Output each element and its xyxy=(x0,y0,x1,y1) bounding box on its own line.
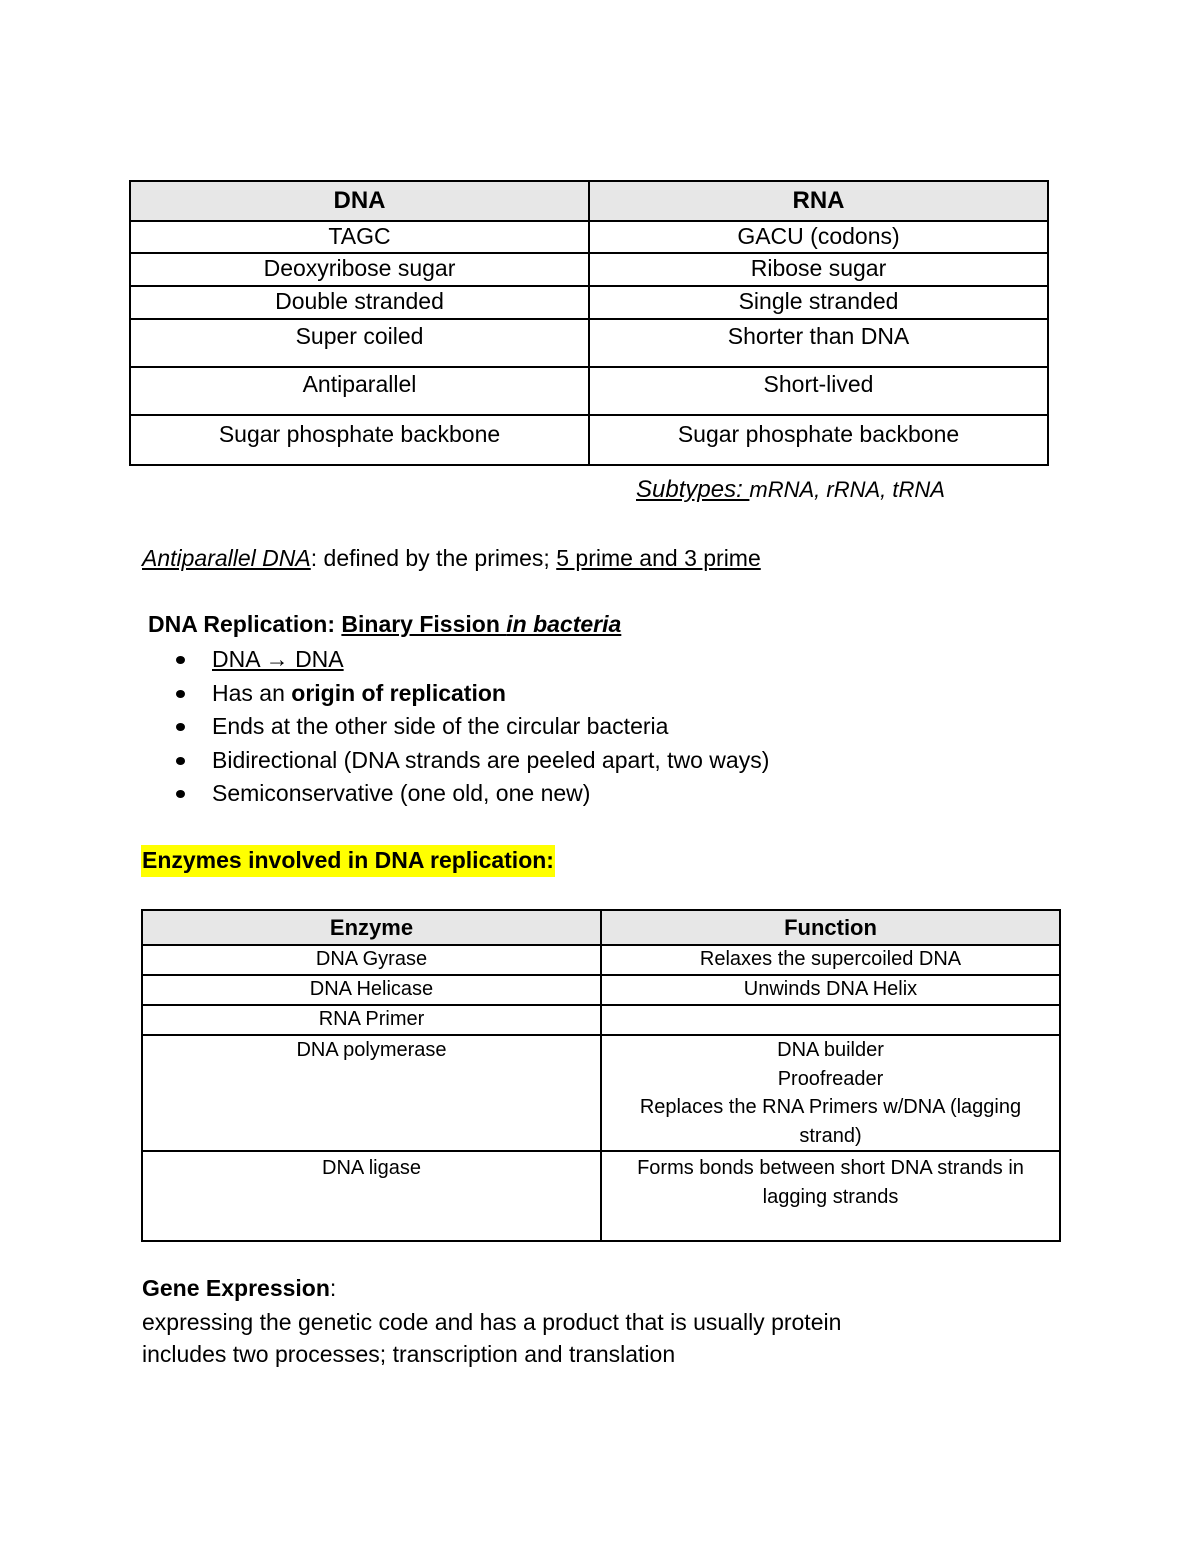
table-row xyxy=(142,1035,1060,1151)
table-row xyxy=(142,945,1060,975)
enzymes-table xyxy=(141,909,1061,1242)
function-line: Relaxes the supercoiled DNA xyxy=(699,948,962,970)
column-header-enzyme: Enzyme xyxy=(142,910,601,945)
list-item xyxy=(172,710,769,744)
table-row xyxy=(130,415,1048,465)
function-cell xyxy=(601,945,1060,975)
gene-expression-line: expressing the genetic code and has a product that is usually protein xyxy=(142,1309,842,1335)
enzyme-cell: DNA ligase xyxy=(142,1151,601,1241)
enzymes-heading: Enzymes involved in DNA replication: xyxy=(141,845,555,877)
table-row xyxy=(130,253,1048,286)
rna-cell: Single stranded xyxy=(589,286,1048,319)
bullet-icon xyxy=(176,656,185,664)
function-line: Unwinds DNA Helix xyxy=(743,978,918,1000)
list-item xyxy=(172,777,769,811)
table-row xyxy=(130,221,1048,253)
gene-expression-colon: : xyxy=(329,1275,337,1301)
in-bacteria-text: in bacteria xyxy=(506,611,622,637)
binary-fission-text xyxy=(341,611,621,637)
bullet-text: DNA → DNA xyxy=(212,646,344,672)
table-row xyxy=(142,1005,1060,1035)
enzyme-cell: DNA Gyrase xyxy=(142,945,601,975)
column-header-rna: RNA xyxy=(589,181,1048,221)
subtypes-values: mRNA, rRNA, tRNA xyxy=(749,477,945,502)
gene-expression-line: includes two processes; transcription and translation xyxy=(142,1341,676,1367)
list-item xyxy=(172,677,769,711)
dna-cell: TAGC xyxy=(130,221,589,253)
function-line: DNA builder xyxy=(777,1039,884,1061)
column-header-function: Function xyxy=(601,910,1060,945)
dna-cell: Deoxyribose sugar xyxy=(130,253,589,286)
bullet-text: Ends at the other side of the circular bacteria xyxy=(212,713,669,740)
replication-bullet-list xyxy=(172,643,769,811)
dna-rna-comparison-table xyxy=(129,180,1049,466)
enzyme-cell: RNA Primer xyxy=(142,1005,601,1035)
rna-cell: Shorter than DNA xyxy=(589,319,1048,367)
primes-text: 5 prime and 3 prime xyxy=(556,545,761,571)
dna-cell: Sugar phosphate backbone xyxy=(130,415,589,465)
function-cell xyxy=(601,1151,1060,1241)
antiparallel-text: : defined by the primes; xyxy=(310,545,557,571)
rna-cell: Sugar phosphate backbone xyxy=(589,415,1048,465)
list-item xyxy=(172,643,769,677)
enzyme-cell: DNA polymerase xyxy=(142,1035,601,1151)
function-line: Replaces the RNA Primers w/DNA (lagging xyxy=(639,1096,1022,1118)
table-row xyxy=(142,1151,1060,1241)
function-line: Proofreader xyxy=(777,1067,884,1090)
bullet-text: Semiconservative (one old, one new) xyxy=(212,780,591,807)
function-cell xyxy=(601,1035,1060,1151)
table-row xyxy=(142,975,1060,1005)
bullet-icon xyxy=(176,790,185,798)
antiparallel-term: Antiparallel DNA xyxy=(142,545,311,571)
dna-cell: Double stranded xyxy=(130,286,589,319)
bullet-text: Bidirectional (DNA strands are peeled apart, two ways) xyxy=(212,746,770,773)
rna-cell: Ribose sugar xyxy=(589,253,1048,286)
column-header-dna: DNA xyxy=(130,181,589,221)
table-row xyxy=(130,319,1048,367)
binary-fission-label: Binary Fission xyxy=(341,611,507,637)
bullet-icon xyxy=(176,690,185,698)
function-line: strand) xyxy=(799,1124,862,1147)
enzyme-cell: DNA Helicase xyxy=(142,975,601,1005)
bullet-text: Has an xyxy=(212,679,292,706)
antiparallel-definition xyxy=(142,545,761,572)
replication-heading xyxy=(148,611,621,638)
bullet-icon xyxy=(176,757,185,765)
dna-cell: Antiparallel xyxy=(130,367,589,415)
gene-expression-heading xyxy=(142,1275,336,1302)
function-line: lagging strands xyxy=(762,1185,899,1208)
subtypes-label: Subtypes: xyxy=(636,476,750,503)
function-line: Forms bonds between short DNA strands in xyxy=(637,1157,1024,1179)
rna-cell: GACU (codons) xyxy=(589,221,1048,253)
rna-subtypes xyxy=(636,476,945,504)
replication-heading-prefix: DNA Replication: xyxy=(148,611,342,637)
dna-cell: Super coiled xyxy=(130,319,589,367)
table-row xyxy=(130,367,1048,415)
table-row xyxy=(130,286,1048,319)
rna-cell: Short-lived xyxy=(589,367,1048,415)
origin-of-replication-text: origin of replication xyxy=(291,679,506,706)
gene-expression-title: Gene Expression xyxy=(142,1275,330,1301)
function-cell xyxy=(601,975,1060,1005)
function-cell xyxy=(601,1005,1060,1035)
list-item xyxy=(172,744,769,778)
bullet-icon xyxy=(176,723,185,731)
